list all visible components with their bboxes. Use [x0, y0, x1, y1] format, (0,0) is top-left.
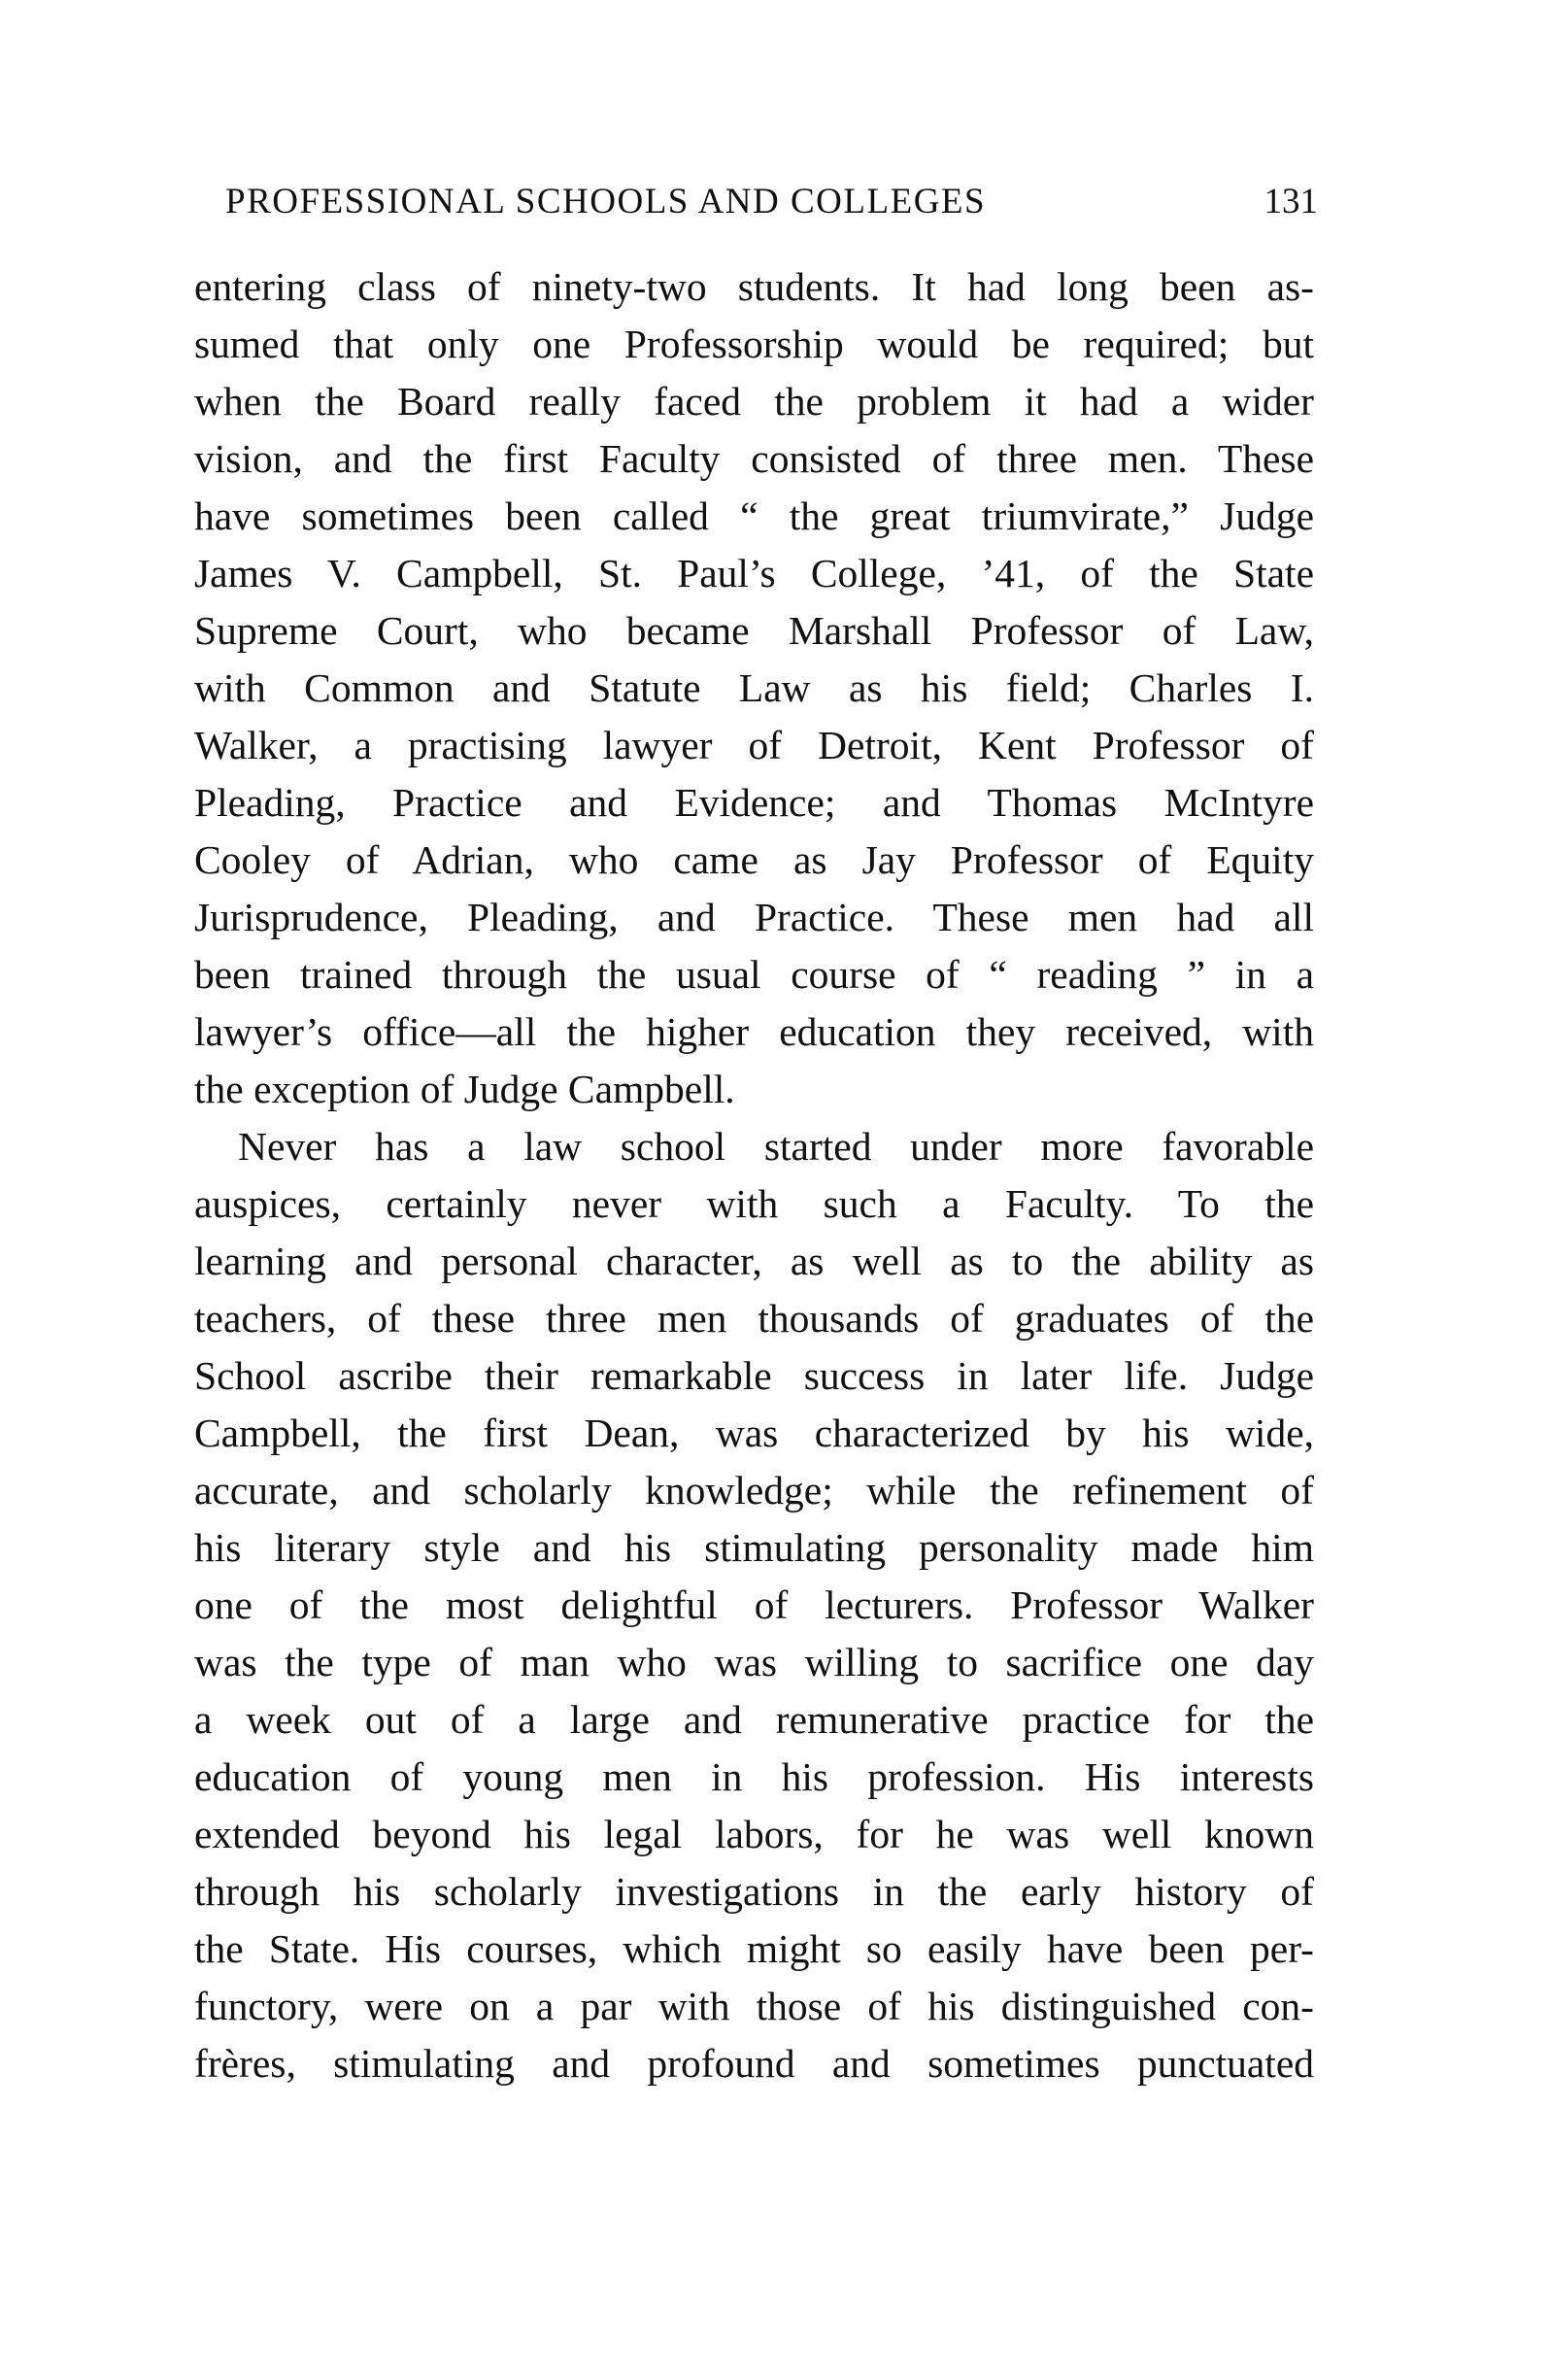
- text-line: entering class of ninety-two students. It had long been as-: [194, 264, 1314, 309]
- text-line: learning and personal character, as well as to the ability as: [194, 1239, 1314, 1283]
- text-line: Walker, a practising lawyer of Detroit, Kent Professor of: [194, 723, 1314, 767]
- text-line: Never has a law school started under more favorable: [238, 1124, 1314, 1169]
- text-line: Supreme Court, who became Marshall Professor of Law,: [194, 608, 1314, 653]
- text-line: a week out of a large and remunerative practice for the: [194, 1697, 1314, 1742]
- text-line: the State. His courses, which might so easily have been per-: [194, 1926, 1314, 1971]
- running-title: PROFESSIONAL SCHOOLS AND COLLEGES: [225, 182, 987, 221]
- text-line: was the type of man who was willing to sacrifice one day: [194, 1640, 1314, 1684]
- text-line: Campbell, the first Dean, was characterized by his wide,: [194, 1411, 1314, 1455]
- text-line: with Common and Statute Law as his field; Charles I.: [194, 665, 1314, 710]
- text-line: when the Board really faced the problem it had a wider: [194, 379, 1314, 424]
- text-line: the exception of Judge Campbell.: [194, 1067, 735, 1111]
- text-line: teachers, of these three men thousands of graduates of the: [194, 1296, 1314, 1341]
- text-line: Jurisprudence, Pleading, and Practice. These men had all: [194, 895, 1314, 939]
- text-line: frères, stimulating and profound and sometimes punctuated: [194, 2041, 1314, 2086]
- text-line: lawyer’s office—all the higher education they received, with: [194, 1009, 1314, 1054]
- text-line: through his scholarly investigations in the early history of: [194, 1869, 1314, 1914]
- text-line: sumed that only one Professorship would be required; but: [194, 322, 1314, 366]
- text-line: James V. Campbell, St. Paul’s College, ’41, of the State: [194, 551, 1314, 595]
- text-line: one of the most delightful of lecturers. Professor Walker: [194, 1582, 1314, 1627]
- text-line: extended beyond his legal labors, for he was well known: [194, 1812, 1314, 1856]
- text-line: have sometimes been called “ the great triumvirate,” Judge: [194, 493, 1314, 538]
- text-line: been trained through the usual course of “ reading ” in a: [194, 952, 1314, 997]
- paragraph-2: [194, 1118, 1314, 2092]
- text-line: accurate, and scholarly knowledge; while the refinement of: [194, 1468, 1314, 1513]
- text-line: School ascribe their remarkable success in later life. Judge: [194, 1353, 1314, 1398]
- text-line: vision, and the first Faculty consisted of three men. These: [194, 436, 1314, 481]
- text-line: his literary style and his stimulating personality made him: [194, 1525, 1314, 1570]
- text-line: functory, were on a par with those of his distinguished con-: [194, 1984, 1314, 2028]
- running-head: [225, 175, 1318, 229]
- text-line: Cooley of Adrian, who came as Jay Professor of Equity: [194, 837, 1314, 882]
- page-number: 131: [1264, 182, 1318, 221]
- text-line: Pleading, Practice and Evidence; and Thomas McIntyre: [194, 780, 1314, 825]
- text-line: auspices, certainly never with such a Faculty. To the: [194, 1181, 1314, 1226]
- body-text: [194, 258, 1314, 2092]
- text-line: education of young men in his profession. His interests: [194, 1754, 1314, 1799]
- paragraph-1: [194, 258, 1314, 1118]
